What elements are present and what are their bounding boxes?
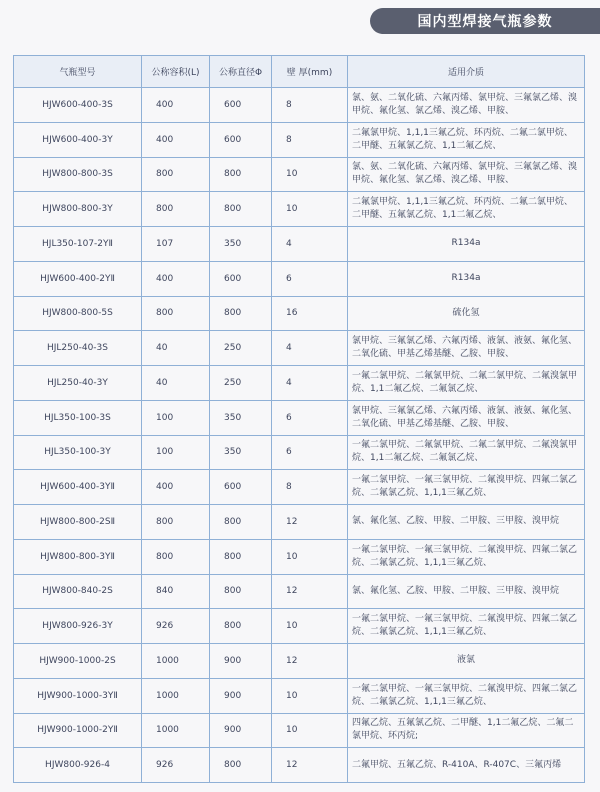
cell-volume: 107 — [142, 227, 210, 262]
table-row — [14, 713, 585, 748]
page-title: 国内型焊接气瓶参数 — [370, 8, 600, 34]
cell-diameter: 350 — [210, 400, 272, 435]
table-row — [14, 366, 585, 401]
cell-volume: 800 — [142, 505, 210, 540]
cell-diameter: 800 — [210, 192, 272, 227]
cell-media: 一氟二氯甲烷、二氟氯甲烷、二氟二氯甲烷、二氟溴氯甲烷、1,1二氟乙烷、二氟氯乙烷、 — [348, 435, 585, 470]
cell-model: HJW800-926-3Y — [14, 609, 142, 644]
cell-thickness: 12 — [272, 644, 348, 679]
cell-volume: 400 — [142, 122, 210, 157]
table-header-row — [14, 56, 585, 88]
table-row — [14, 400, 585, 435]
cell-thickness: 8 — [272, 470, 348, 505]
cell-media: 四氟乙烷、五氟氯乙烷、二甲醚、1,1二氟乙烷、二氟二氯甲烷、环丙烷; — [348, 713, 585, 748]
cell-model: HJW900-1000-3YⅡ — [14, 678, 142, 713]
cell-volume: 400 — [142, 261, 210, 296]
table-row — [14, 748, 585, 783]
cell-model: HJW600-400-3Y — [14, 122, 142, 157]
cell-volume: 100 — [142, 435, 210, 470]
cell-media: 氯甲烷、三氟氯乙烯、六氟丙烯、液氯、液氨、氟化氢、二氧化硫、甲基乙烯基醚、乙胺、甲胺、 — [348, 400, 585, 435]
cell-volume: 840 — [142, 574, 210, 609]
cell-model: HJL350-107-2YⅡ — [14, 227, 142, 262]
cell-thickness: 4 — [272, 366, 348, 401]
cell-thickness: 10 — [272, 609, 348, 644]
cell-diameter: 900 — [210, 713, 272, 748]
cell-thickness: 8 — [272, 122, 348, 157]
cell-thickness: 12 — [272, 748, 348, 783]
cell-diameter: 350 — [210, 435, 272, 470]
cell-volume: 40 — [142, 366, 210, 401]
table-row — [14, 574, 585, 609]
table-row — [14, 539, 585, 574]
cell-volume: 400 — [142, 88, 210, 123]
cell-diameter: 800 — [210, 296, 272, 331]
cell-media: 一氟二氯甲烷、二氟氯甲烷、二氟二氯甲烷、二氟溴氯甲烷、1,1二氟乙烷、二氟氯乙烷、 — [348, 366, 585, 401]
table-row — [14, 88, 585, 123]
table-row — [14, 470, 585, 505]
cell-media: 氯、氟化氢、乙胺、甲胺、二甲胺、三甲胺、溴甲烷 — [348, 505, 585, 540]
table-row — [14, 192, 585, 227]
table-row — [14, 644, 585, 679]
cell-model: HJW800-926-4 — [14, 748, 142, 783]
table-row — [14, 435, 585, 470]
cell-volume: 1000 — [142, 644, 210, 679]
cell-media: R134a — [348, 261, 585, 296]
table-row — [14, 227, 585, 262]
table-body — [14, 88, 585, 783]
cell-thickness: 10 — [272, 192, 348, 227]
cell-thickness: 6 — [272, 400, 348, 435]
cylinder-spec-table — [13, 55, 585, 783]
cell-media: 硫化氢 — [348, 296, 585, 331]
cell-media: 液氯 — [348, 644, 585, 679]
table-row — [14, 678, 585, 713]
cell-diameter: 800 — [210, 539, 272, 574]
cell-media: 一氟二氯甲烷、一氟三氯甲烷、二氟溴甲烷、四氟二氯乙烷、二氟氯乙烷、1,1,1三氟乙烷、 — [348, 539, 585, 574]
cell-diameter: 900 — [210, 644, 272, 679]
cell-diameter: 600 — [210, 122, 272, 157]
cell-thickness: 12 — [272, 505, 348, 540]
cell-model: HJL350-100-3Y — [14, 435, 142, 470]
cell-model: HJW600-400-2YⅡ — [14, 261, 142, 296]
cell-diameter: 250 — [210, 331, 272, 366]
table-row — [14, 157, 585, 192]
cell-volume: 1000 — [142, 678, 210, 713]
cell-media: 一氟二氯甲烷、一氟三氯甲烷、二氟溴甲烷、四氟二氯乙烷、二氟氯乙烷、1,1,1三氟乙烷、 — [348, 678, 585, 713]
cylinder-spec-table-wrap — [13, 55, 584, 783]
cell-thickness: 10 — [272, 713, 348, 748]
cell-media: 二氟氯甲烷、1,1,1三氟乙烷、环丙烷、二氟二氯甲烷、二甲醚、五氟氯乙烷、1,1二氟乙烷、 — [348, 122, 585, 157]
header-diameter: 公称直径Φ — [210, 56, 272, 88]
cell-media: 二氟氯甲烷、1,1,1三氟乙烷、环丙烷、二氟二氯甲烷、二甲醚、五氟氯乙烷、1,1二氟乙烷、 — [348, 192, 585, 227]
table-row — [14, 261, 585, 296]
cell-model: HJW900-1000-2S — [14, 644, 142, 679]
cell-diameter: 600 — [210, 88, 272, 123]
table-row — [14, 331, 585, 366]
cell-volume: 800 — [142, 192, 210, 227]
cell-model: HJW600-400-3S — [14, 88, 142, 123]
cell-diameter: 250 — [210, 366, 272, 401]
cell-diameter: 350 — [210, 227, 272, 262]
cell-model: HJW600-400-3YⅡ — [14, 470, 142, 505]
cell-thickness: 12 — [272, 574, 348, 609]
cell-media: 氯、氟化氢、乙胺、甲胺、二甲胺、三甲胺、溴甲烷 — [348, 574, 585, 609]
cell-volume: 40 — [142, 331, 210, 366]
cell-thickness: 8 — [272, 88, 348, 123]
cell-volume: 400 — [142, 470, 210, 505]
cell-diameter: 800 — [210, 157, 272, 192]
cell-model: HJL250-40-3Y — [14, 366, 142, 401]
cell-thickness: 16 — [272, 296, 348, 331]
cell-media: R134a — [348, 227, 585, 262]
header-media: 适用介质 — [348, 56, 585, 88]
cell-model: HJW800-800-2SⅡ — [14, 505, 142, 540]
header-thickness: 壁 厚(mm) — [272, 56, 348, 88]
cell-diameter: 800 — [210, 505, 272, 540]
cell-diameter: 800 — [210, 748, 272, 783]
cell-diameter: 800 — [210, 574, 272, 609]
cell-volume: 800 — [142, 296, 210, 331]
table-row — [14, 122, 585, 157]
cell-model: HJW800-800-3YⅡ — [14, 539, 142, 574]
cell-diameter: 600 — [210, 470, 272, 505]
cell-volume: 926 — [142, 748, 210, 783]
cell-model: HJL250-40-3S — [14, 331, 142, 366]
cell-diameter: 900 — [210, 678, 272, 713]
cell-media: 一氟二氯甲烷、一氟三氯甲烷、二氟溴甲烷、四氟二氯乙烷、二氟氯乙烷、1,1,1三氟乙烷、 — [348, 609, 585, 644]
cell-model: HJW800-800-3S — [14, 157, 142, 192]
cell-model: HJW800-800-3Y — [14, 192, 142, 227]
table-row — [14, 296, 585, 331]
cell-model: HJW800-800-5S — [14, 296, 142, 331]
table-row — [14, 609, 585, 644]
cell-thickness: 4 — [272, 227, 348, 262]
cell-thickness: 10 — [272, 678, 348, 713]
cell-media: 氯甲烷、三氟氯乙烯、六氟丙烯、液氯、液氨、氟化氢、二氧化硫、甲基乙烯基醚、乙胺、甲胺、 — [348, 331, 585, 366]
header-model: 气瓶型号 — [14, 56, 142, 88]
cell-model: HJW900-1000-2YⅡ — [14, 713, 142, 748]
cell-thickness: 6 — [272, 261, 348, 296]
cell-thickness: 6 — [272, 435, 348, 470]
cell-diameter: 600 — [210, 261, 272, 296]
cell-volume: 926 — [142, 609, 210, 644]
cell-thickness: 10 — [272, 539, 348, 574]
cell-diameter: 800 — [210, 609, 272, 644]
table-row — [14, 505, 585, 540]
cell-model: HJL350-100-3S — [14, 400, 142, 435]
cell-media: 氯、氨、二氧化硫、六氟丙烯、氯甲烷、三氟氯乙烯、溴甲烷、氟化氢、氯乙烯、溴乙烯、甲胺、 — [348, 88, 585, 123]
cell-media: 氯、氨、二氧化硫、六氟丙烯、氯甲烷、三氟氯乙烯、溴甲烷、氟化氢、氯乙烯、溴乙烯、甲胺、 — [348, 157, 585, 192]
cell-volume: 800 — [142, 157, 210, 192]
cell-media: 一氟二氯甲烷、一氟三氯甲烷、二氟溴甲烷、四氟二氯乙烷、二氟氯乙烷、1,1,1三氟乙烷、 — [348, 470, 585, 505]
cell-volume: 800 — [142, 539, 210, 574]
cell-volume: 100 — [142, 400, 210, 435]
cell-volume: 1000 — [142, 713, 210, 748]
cell-media: 二氟甲烷、五氟乙烷、R-410A、R-407C、三氟丙烯 — [348, 748, 585, 783]
header-volume: 公称容积(L) — [142, 56, 210, 88]
cell-thickness: 10 — [272, 157, 348, 192]
cell-thickness: 4 — [272, 331, 348, 366]
cell-model: HJW800-840-2S — [14, 574, 142, 609]
